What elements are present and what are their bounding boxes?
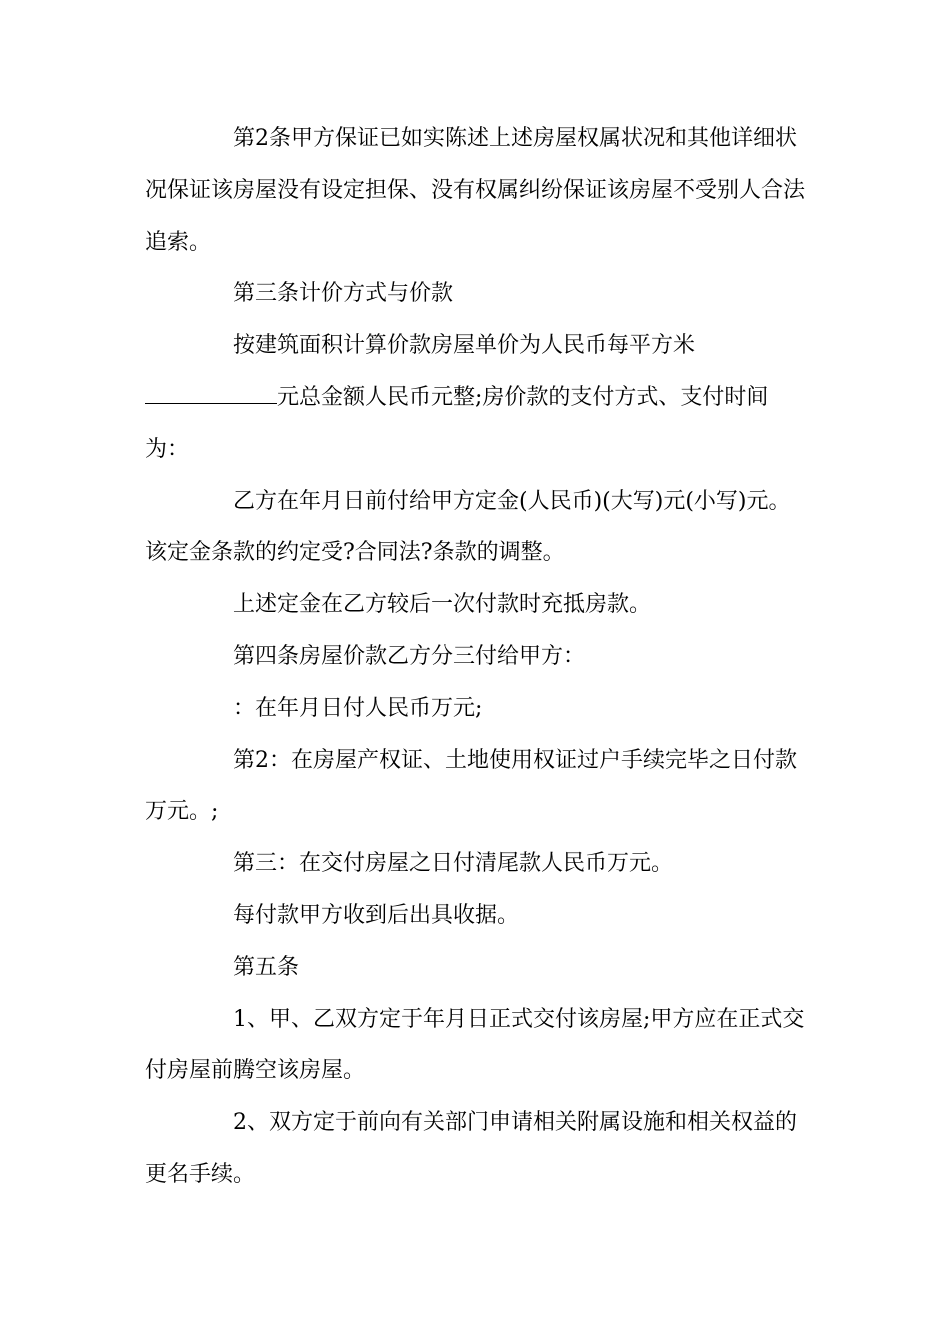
paragraph-price-basis: 按建筑面积计算价款房屋单价为人民币每平方米 bbox=[233, 333, 696, 359]
heading-article-4: 第四条房屋价款乙方分三付给甲方： bbox=[233, 643, 586, 669]
paragraph-deposit-offset: 上述定金在乙方较后一次付款时充抵房款。 bbox=[233, 592, 652, 618]
paragraph-delivery: 1、甲、乙双方定于年月日正式交付该房屋;甲方应在正式交付房屋前腾空该房屋。 bbox=[145, 1006, 805, 1084]
paragraph-deposit: 乙方在年月日前付给甲方定金(人民币)(大写)元(小写)元。该定金条款的约定受?合同法?条款的调整。 bbox=[145, 488, 791, 566]
heading-article-5: 第五条 bbox=[233, 954, 300, 980]
paragraph-receipt: 每付款甲方收到后出具收据。 bbox=[233, 902, 520, 928]
paragraph-payment-3: 第三：在交付房屋之日付清尾款人民币万元。 bbox=[233, 851, 674, 877]
heading-article-3: 第三条计价方式与价款 bbox=[233, 281, 454, 307]
paragraph-payment-1: ：在年月日付人民币万元; bbox=[233, 695, 483, 721]
paragraph-total-amount bbox=[145, 372, 810, 476]
total-amount-text: 元总金额人民币元整;房价款的支付方式、支付时间为： bbox=[145, 384, 769, 462]
paragraph-guarantee: 第2条甲方保证已如实陈述上述房屋权属状况和其他详细状况保证该房屋没有设定担保、没有权属纠纷保证该房屋不受别人合法追索。 bbox=[145, 126, 806, 255]
paragraph-payment-2: 第2：在房屋产权证、土地使用权证过户手续完毕之日付款万元。; bbox=[145, 747, 797, 825]
paragraph-rename: 2、双方定于前向有关部门申请相关附属设施和相关权益的更名手续。 bbox=[145, 1110, 797, 1187]
fill-in-blank bbox=[145, 385, 277, 404]
document-body bbox=[145, 113, 810, 1201]
